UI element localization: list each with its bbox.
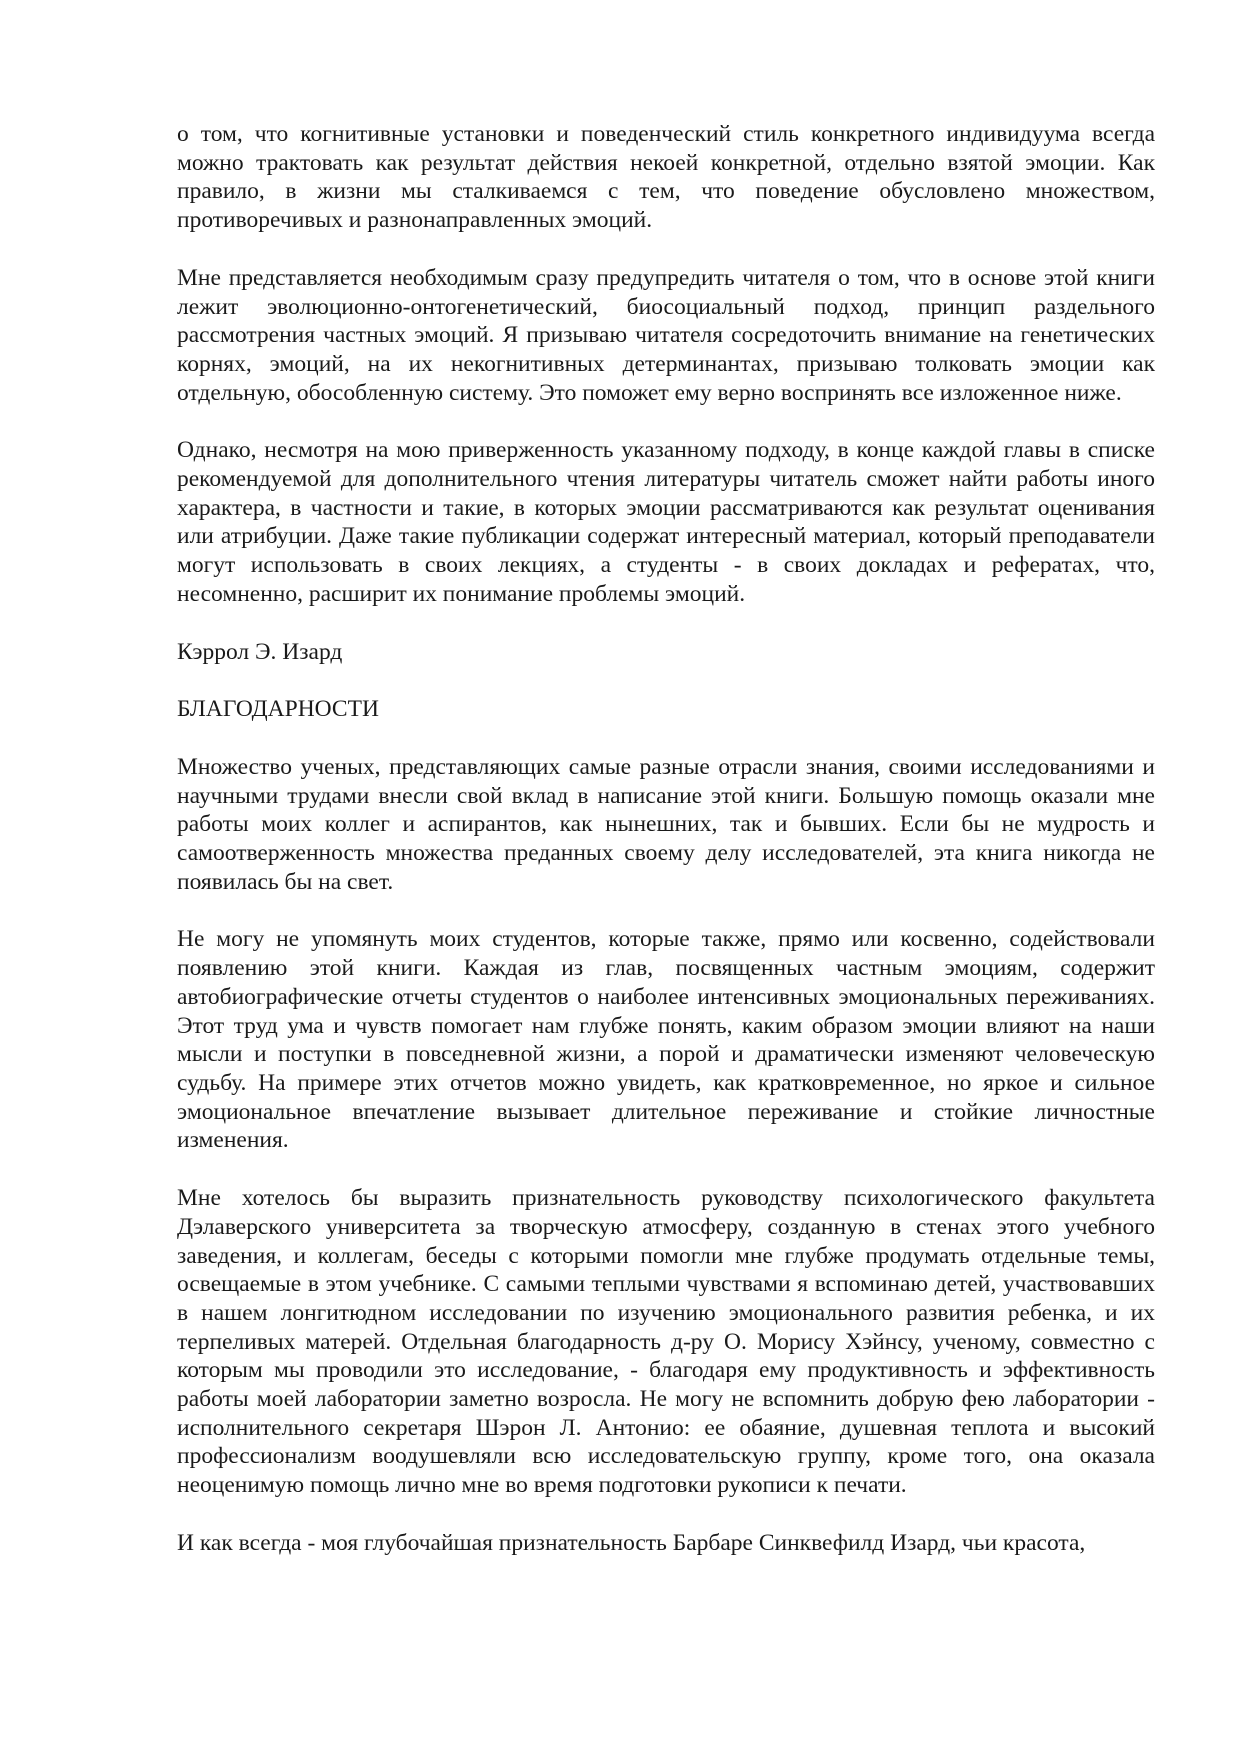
- paragraph-university: Мне хотелось бы выразить признательность руководству психологического факультета Дэлаверского университета за творческую атмосферу, созданную в стенах этого учебного заведения, и коллегам, беседы с которыми помогли мне глубже продумать отдельные темы, освещаемые в этом учебнике. С самыми теплыми чувствами я вспоминаю детей, участвовавших в нашем лонгитюдном исследовании по изучению эмоционального развития ребенка, и их терпеливых матерей. Отдельная благодарность д-ру О. Морису Хэйнсу, ученому, совместно с которым мы проводили это исследование, - благодаря ему продуктивность и эффективность работы моей лаборатории заметно возросла. Не могу не вспомнить добрую фею лаборатории - исполнительного секретаря Шэрон Л. Антонио: ее обаяние, душевная теплота и высокий профессионализм воодушевляли всю исследовательскую группу, кроме того, она оказала неоценимую помощь лично мне во время подготовки рукописи к печати.: [177, 1185, 1155, 1499]
- document-body: [177, 120, 1155, 1558]
- section-heading: БЛАГОДАРНОСТИ: [177, 696, 379, 723]
- paragraph-scientists: Множество ученых, представляющих самые разные отрасли знания, своими исследованиями и научными трудами внесли свой вклад в написание этой книги. Большую помощь оказали мне работы моих коллег и аспирантов, как нынешних, так и бывших. Если бы не мудрость и самоотверженность множества преданных своему делу исследователей, эта книга никогда не появилась бы на свет.: [177, 753, 1155, 895]
- paragraph-approach: Мне представляется необходимым сразу предупредить читателя о том, что в основе этой книги лежит эволюционно-онтогенетический, биосоциальный подход, принцип раздельного рассмотрения частных эмоций. Я призываю читателя сосредоточить внимание на генетических корнях, эмоций, на их некогнитивных детерминантах, призываю толковать эмоции как отдельную, обособленную систему. Это поможет ему верно воспринять все изложенное ниже.: [177, 264, 1155, 406]
- paragraph-final-line: И как всегда - моя глубочайшая признательность Барбаре Синквефилд Изард, чьи красота,: [177, 1529, 1086, 1556]
- paragraph-reading-list: Однако, несмотря на мою приверженность указанному подходу, в конце каждой главы в списке рекомендуемой для дополнительного чтения литературы читатель сможет найти работы иного характера, в частности и такие, в которых эмоции рассматриваются как результат оценивания или атрибуции. Даже такие публикации содержат интересный материал, который преподаватели могут использовать в своих лекциях, а студенты - в своих докладах и рефератах, что, несомненно, расширит их понимание проблемы эмоций.: [177, 437, 1155, 607]
- author-signature: Кэррол Э. Изард: [177, 638, 343, 665]
- paragraph-cognitive-styles: о том, что когнитивные установки и поведенческий стиль конкретного индивидуума всегда можно трактовать как результат действия некоей конкретной, отдельно взятой эмоции. Как правило, в жизни мы сталкиваемся с тем, что поведение обусловлено множеством, противоречивых и разнонаправленных эмоций.: [177, 121, 1155, 234]
- paragraph-students: Не могу не упомянуть моих студентов, которые также, прямо или косвенно, содействовали появлению этой книги. Каждая из глав, посвященных частным эмоциям, содержит автобиографические отчеты студентов о наиболее интенсивных эмоциональных переживаниях. Этот труд ума и чувств помогает нам глубже понять, каким образом эмоции влияют на наши мысли и поступки в повседневной жизни, а порой и драматически изменяют человеческую судьбу. На примере этих отчетов можно увидеть, как кратковременное, но яркое и сильное эмоциональное впечатление вызывает длительное переживание и стойкие личностные изменения.: [177, 926, 1155, 1154]
